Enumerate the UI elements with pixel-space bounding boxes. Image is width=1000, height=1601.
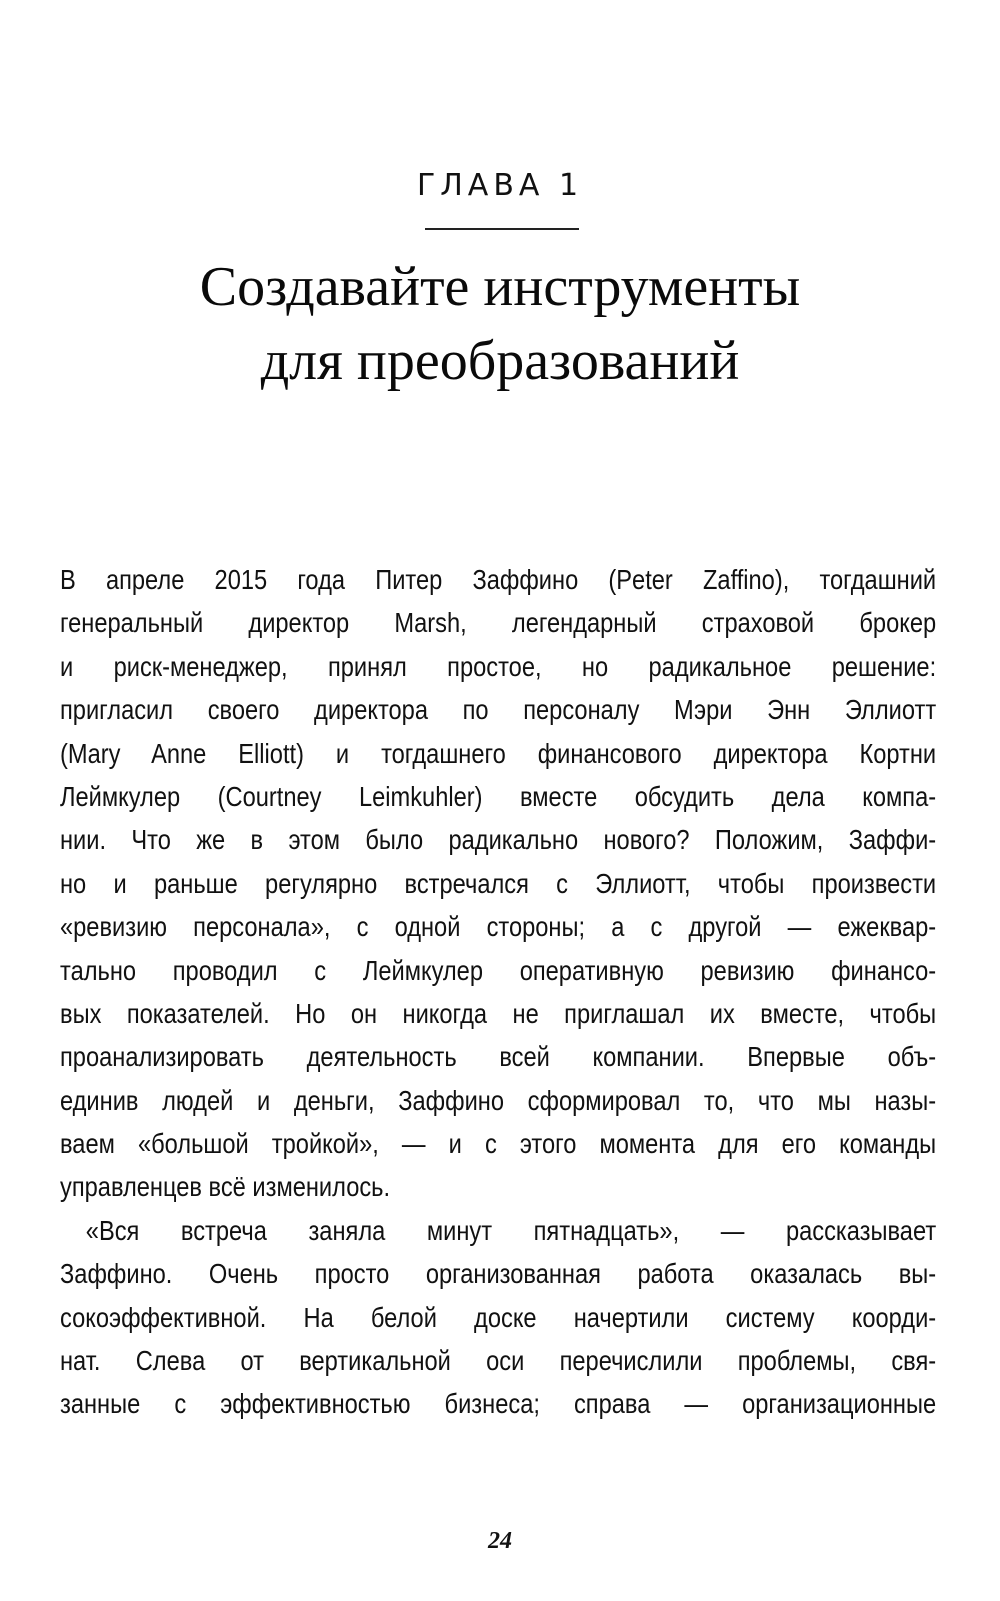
text-line: генеральный директор Marsh, легендарный страховой брокер	[60, 607, 937, 639]
text-line: сокоэффективной. На белой доске начертили систему коорди-	[60, 1301, 937, 1333]
paragraph-1	[60, 558, 936, 1209]
text-line: пригласил своего директора по персоналу Мэри Энн Эллиотт	[60, 694, 937, 726]
chapter-title-line-1: Создавайте инструменты	[199, 256, 801, 318]
text-line: и риск-менеджер, принял простое, но радикальное решение:	[60, 650, 937, 682]
paragraph-2	[60, 1209, 936, 1426]
text-line: но и раньше регулярно встречался с Эллиотт, чтобы произвести	[60, 867, 937, 899]
chapter-title-line-2: для преобразований	[260, 330, 740, 392]
text-line: занные с эффективностью бизнеса; справа — организационные	[60, 1388, 937, 1420]
text-line: вых показателей. Но он никогда не приглашал их вместе, чтобы	[60, 997, 937, 1029]
text-line: управленцев всё изменилось.	[60, 1171, 391, 1203]
text-line: ваем «большой тройкой», — и с этого момента для его команды	[60, 1128, 937, 1160]
text-line: проанализировать деятельность всей компании. Впервые объ-	[60, 1041, 937, 1073]
text-line: (Mary Anne Elliott) и тогдашнего финансового директора Кортни	[60, 737, 937, 769]
text-line: нат. Слева от вертикальной оси перечислили проблемы, свя-	[60, 1345, 937, 1377]
text-line: «Вся встреча заняла минут пятнадцать», — рассказывает	[85, 1214, 937, 1246]
text-line: Леймкулер (Courtney Leimkuhler) вместе обсудить дела компа-	[60, 780, 937, 812]
text-line: Заффино. Очень просто организованная работа оказалась вы-	[60, 1258, 937, 1290]
page-number: 24	[488, 1528, 512, 1554]
chapter-divider	[425, 228, 579, 230]
chapter-label: ГЛАВА 1	[416, 168, 584, 203]
text-line: единив людей и деньги, Заффино сформировал то, что мы назы-	[60, 1084, 937, 1116]
text-line: тально проводил с Леймкулер оперативную ревизию финансо-	[60, 954, 937, 986]
text-line: В апреле 2015 года Питер Заффино (Peter Zaffino), тогдашний	[60, 564, 937, 595]
text-line: «ревизию персонала», с одной стороны; а с другой — ежеквар-	[60, 911, 937, 943]
chapter-title	[0, 250, 1000, 398]
body-text	[60, 558, 936, 1426]
text-line: нии. Что же в этом было радикально нового? Положим, Заффи-	[60, 824, 937, 856]
